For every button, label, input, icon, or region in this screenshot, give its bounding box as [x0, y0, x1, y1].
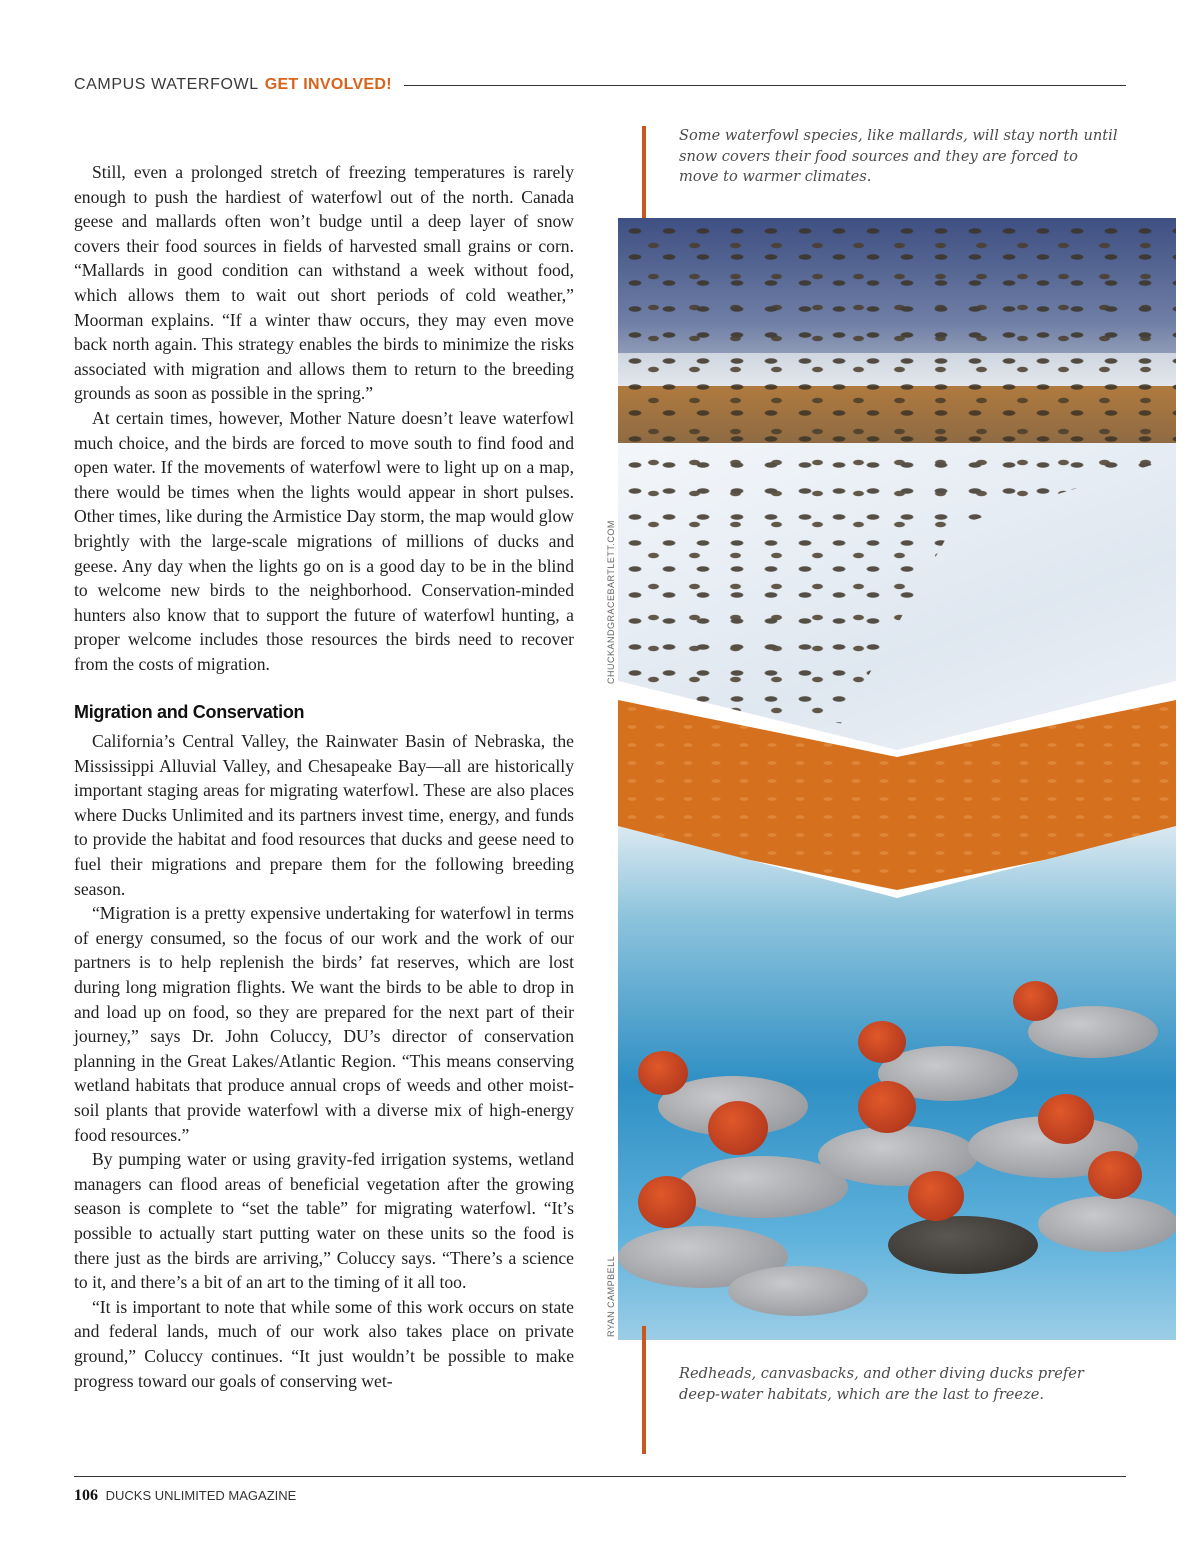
duck-body [1038, 1196, 1176, 1252]
duck-body [888, 1216, 1038, 1274]
body-paragraph: California’s Central Valley, the Rainwater Basin of Nebraska, the Mississippi Alluvial Valley, and Chesapeake Bay—all are historically important staging areas for migrating waterfowl. These are also places where Ducks Unlimited and its partners invest time, energy, and funds to provide the habitat and food resources that ducks and geese need to fuel their migrations and prepare them for the following breeding season. [74, 731, 574, 899]
photo-credit-top: CHUCKANDGRACEBARTLETT.COM [606, 520, 616, 684]
running-header [74, 72, 1126, 98]
body-paragraph: By pumping water or using gravity-fed irrigation systems, wetland managers can flood areas of beneficial vegetation after the growing season is complete to “set the table” for migrating waterfowl. “It’s possible to actually start putting water on these units so the food is there just as the birds are arriving,” Coluccy says. “There’s a science to it, and there’s a bit of an art to the timing of it all too. [74, 1149, 574, 1293]
duck-head [1013, 981, 1058, 1021]
duck-head [708, 1101, 768, 1155]
photo-caption-bottom: Redheads, canvasbacks, and other diving ducks prefer deep-water habitats, which are the last to freeze. [679, 1365, 1084, 1403]
body-paragraph: At certain times, however, Mother Nature doesn’t leave waterfowl much choice, and the birds are forced to move south to find food and open water. If the movements of waterfowl were to light up on a map, there would be times when the lights would appear in short pulses. Other times, like during the Armistice Day storm, the map would glow brightly with the large-scale migrations of millions of ducks and geese. Any day when the lights go on is a good day to be in the blind to welcome new birds to the neighborhood. Conservation-minded hunters also know that to support the future of waterfowl hunting, a proper welcome includes those resources the birds need to recover from the costs of migration. [74, 407, 574, 674]
duck-head [908, 1171, 964, 1221]
magazine-name: DUCKS UNLIMITED MAGAZINE [105, 1488, 297, 1503]
duck-head [1088, 1151, 1142, 1199]
duck-head [858, 1081, 916, 1133]
body-paragraph: Still, even a prolonged stretch of freezing temperatures is rarely enough to push the hardiest of waterfowl out of the north. Canada geese and mallards often won’t budge until a deep layer of snow covers their food sources in fields of harvested small grains or corn. “Mallards in good condition can withstand a week without food, which allows them to wait out short periods of cold weather,” Moorman explains. “If a winter thaw occurs, they may even move back north again. This strategy enables the birds to minimize the risks associated with migration and allows them to return to the breeding grounds as soon as possible in the spring.” [74, 162, 574, 404]
duck-head [638, 1051, 688, 1095]
photo-credit-bottom: RYAN CAMPBELL [606, 1255, 616, 1337]
footer-rule [74, 1476, 1126, 1477]
duck-head [858, 1021, 906, 1063]
section-tag: GET INVOLVED! [264, 76, 392, 93]
redhead-ducks-photo [618, 826, 1176, 1340]
duck-body [728, 1266, 868, 1316]
page-footer [74, 1487, 296, 1505]
page-number: 106 [74, 1487, 98, 1504]
section-label: CAMPUS WATERFOWL [74, 76, 259, 93]
body-paragraph: “Migration is a pretty expensive undertaking for waterfowl in terms of energy consumed, so the focus of our work and the work of our partners is to help replenish the birds’ fat reserves, which are lost during long migration flights. We want the birds to be able to drop in and load up on food, so they are prepared for the next part of their journey,” says Dr. John Coluccy, DU’s director of conservation planning in the Great Lakes/Atlantic Region. “This means conserving wetland habitats that produce annual crops of weeds and other moist-soil plants that provide waterfowl with a diverse mix of high-energy food resources.” [74, 903, 574, 1145]
photo-caption-top: Some waterfowl species, like mallards, will stay north until snow covers their food sources and they are forced to move to warmer climates. [679, 127, 1118, 185]
body-paragraph: “It is important to note that while some of this work occurs on state and federal lands, much of our work also takes place on private ground,” Coluccy continues. “It just wouldn’t be possible to make progress toward our goals of conserving wet- [74, 1296, 574, 1391]
article-body [74, 160, 574, 1393]
duck-head [1038, 1094, 1094, 1144]
header-rule [404, 85, 1126, 86]
caption-accent-bar-bottom [642, 1326, 646, 1454]
duck-head [638, 1176, 696, 1228]
mallard-flock-photo [618, 218, 1176, 750]
subheading: Migration and Conservation [74, 702, 305, 723]
